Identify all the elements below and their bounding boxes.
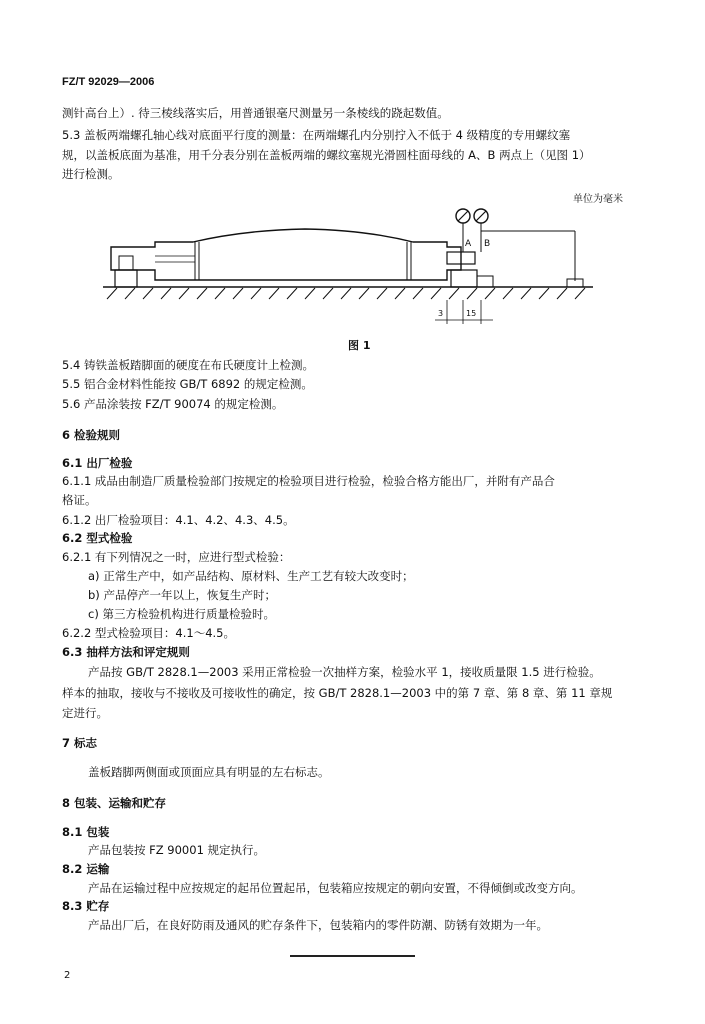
section-8-heading: 8 包装、运输和贮存 bbox=[62, 796, 167, 810]
section-6-1-heading: 6.1 出厂检验 bbox=[62, 456, 133, 470]
body-line: 5.3 盖板两端螺孔轴心线对底面平行度的测量：在两端螺孔内分别拧入不低于 4 级精度的专用螺纹塞 bbox=[62, 128, 571, 142]
section-6-2-heading: 6.2 型式检验 bbox=[62, 531, 133, 545]
section-8-3-heading: 8.3 贮存 bbox=[62, 899, 110, 913]
figure-caption: 图 1 bbox=[348, 339, 371, 352]
clause-6-1-2: 6.1.2 出厂检验项目：4.1、4.2、4.3、4.5。 bbox=[62, 513, 295, 527]
clause-5-6: 5.6 产品涂装按 FZ/T 90074 的规定检测。 bbox=[62, 397, 284, 411]
clause-6-1-1: 6.1.1 成品由制造厂质量检验部门按规定的检验项目进行检验，检验合格方能出厂，并附有产品合 bbox=[62, 474, 555, 488]
dimension-3-label: 3 bbox=[438, 309, 444, 318]
section-8-1-heading: 8.1 包装 bbox=[62, 825, 110, 839]
page-number: 2 bbox=[64, 970, 71, 981]
clause-6-3-line3: 定进行。 bbox=[62, 706, 108, 720]
point-a-label: A bbox=[465, 239, 472, 249]
clause-6-3-line1: 产品按 GB/T 2828.1—2003 采用正常检验一次抽样方案，检验水平 1，接收质量限 1.5 进行检验。 bbox=[88, 665, 601, 679]
body-line: 测针高台上）. 待三棱线落实后，用普通银毫尺测量另一条棱线的跷起数值。 bbox=[62, 106, 449, 120]
standard-code: FZ/T 92029—2006 bbox=[62, 76, 155, 88]
clause-6-3-line2: 样本的抽取，接收与不接收及可接收性的确定，按 GB/T 2828.1—2003 中的第 7 章、第 8 章、第 11 章规 bbox=[62, 686, 613, 700]
list-item-c: c) 第三方检验机构进行质量检验时。 bbox=[88, 607, 275, 621]
clause-5-4: 5.4 铸铁盖板踏脚面的硬度在布氏硬度计上检测。 bbox=[62, 358, 314, 372]
clause-8-2-text: 产品在运输过程中应按规定的起吊位置起吊，包装箱应按规定的朝向安置，不得倾倒或改变方向。 bbox=[88, 881, 583, 895]
clause-6-1-1-cont: 格证。 bbox=[62, 493, 97, 507]
clause-5-5: 5.5 铝合金材料性能按 GB/T 6892 的规定检测。 bbox=[62, 377, 313, 391]
point-b-label: B bbox=[484, 239, 491, 249]
dimension-15-label: 15 bbox=[466, 309, 477, 318]
section-6-heading: 6 检验规则 bbox=[62, 428, 121, 442]
clause-7-text: 盖板踏脚两侧面或顶面应具有明显的左右标志。 bbox=[88, 765, 330, 779]
list-item-a: a) 正常生产中，如产品结构、原材料、生产工艺有较大改变时； bbox=[88, 569, 414, 583]
list-item-b: b) 产品停产一年以上，恢复生产时； bbox=[88, 588, 276, 602]
body-line: 规，以盖板底面为基准，用千分表分别在盖板两端的螺纹塞规光滑圆柱面母线的 A、B 两点上（见图 1） bbox=[62, 148, 591, 162]
unit-note: 单位为毫米 bbox=[573, 194, 623, 205]
figure-1-diagram bbox=[95, 204, 605, 329]
clause-8-1-text: 产品包装按 FZ 90001 规定执行。 bbox=[88, 843, 266, 857]
body-line: 进行检测。 bbox=[62, 167, 120, 181]
section-6-3-heading: 6.3 抽样方法和评定规则 bbox=[62, 645, 190, 659]
clause-6-2-2: 6.2.2 型式检验项目：4.1～4.5。 bbox=[62, 626, 235, 640]
clause-8-3-text: 产品出厂后，在良好防雨及通风的贮存条件下，包装箱内的零件防潮、防锈有效期为一年。 bbox=[88, 918, 548, 932]
end-rule bbox=[290, 955, 415, 957]
section-8-2-heading: 8.2 运输 bbox=[62, 862, 110, 876]
clause-6-2-1: 6.2.1 有下列情况之一时，应进行型式检验： bbox=[62, 550, 291, 564]
section-7-heading: 7 标志 bbox=[62, 736, 98, 750]
